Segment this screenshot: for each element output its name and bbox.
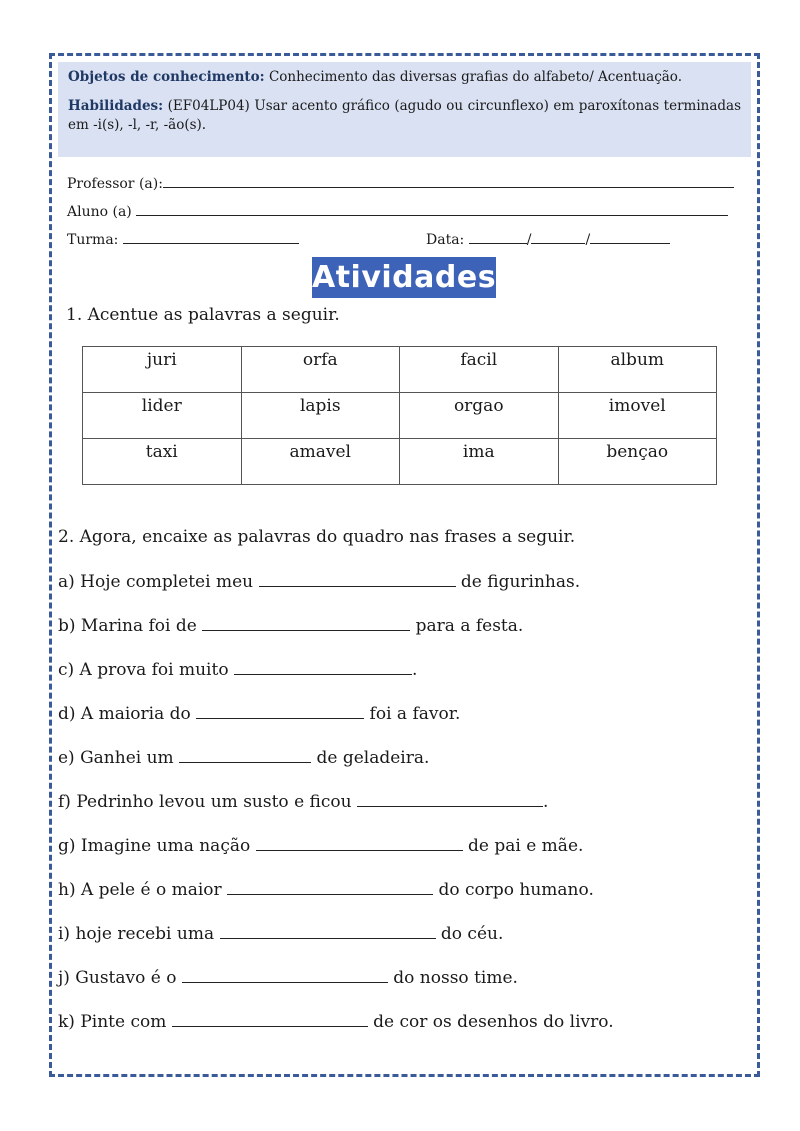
sentence-text-before: i) hoje recebi uma — [58, 924, 220, 944]
table-cell: bençao — [558, 439, 717, 485]
table-cell: lider — [83, 393, 242, 439]
aluno-field[interactable] — [67, 201, 728, 220]
table-cell: orfa — [241, 347, 400, 393]
sentence-text-after: . — [411, 660, 418, 680]
sentence-b — [58, 614, 523, 636]
table-cell: amavel — [241, 439, 400, 485]
data-year-line[interactable] — [590, 229, 670, 244]
sentence-text-after: de geladeira. — [311, 748, 430, 768]
sentence-a — [58, 570, 580, 592]
sentence-text-after: de figurinhas. — [455, 572, 581, 592]
answer-blank[interactable] — [227, 878, 433, 895]
answer-blank[interactable] — [182, 966, 388, 983]
sentence-text-after: do corpo humano. — [433, 880, 594, 900]
table-cell: facil — [400, 347, 559, 393]
answer-blank[interactable] — [179, 746, 311, 763]
table-cell: album — [558, 347, 717, 393]
sentence-text-before: b) Marina foi de — [58, 616, 203, 636]
sentence-text-before: e) Ganhei um — [58, 748, 180, 768]
table-cell: lapis — [241, 393, 400, 439]
sentence-text-after: do nosso time. — [387, 968, 518, 988]
info-box — [58, 62, 751, 157]
sentence-d — [58, 702, 460, 724]
sentence-text-after: . — [543, 792, 549, 812]
sentence-text-after: do céu. — [435, 924, 504, 944]
sentence-text-before: h) A pele é o maior — [58, 880, 228, 900]
answer-blank[interactable] — [172, 1010, 368, 1027]
table-cell: juri — [83, 347, 242, 393]
sentence-text-before: j) Gustavo é o — [58, 968, 182, 988]
aluno-label: Aluno (a) — [67, 204, 132, 220]
table-cell: taxi — [83, 439, 242, 485]
data-slash-1: / — [526, 232, 532, 248]
professor-label: Professor (a): — [67, 176, 163, 192]
sentence-f — [58, 790, 548, 812]
table-row — [83, 347, 717, 393]
professor-line[interactable] — [163, 173, 734, 188]
sentence-e — [58, 746, 429, 768]
sentence-text-before: f) Pedrinho levou um susto e ficou — [58, 792, 357, 812]
answer-blank[interactable] — [259, 570, 456, 587]
table-cell: imovel — [558, 393, 717, 439]
sentence-text-after: foi a favor. — [364, 704, 461, 724]
habilidades-line — [68, 97, 741, 135]
data-field[interactable] — [426, 229, 670, 248]
question-1: 1. Acentue as palavras a seguir. — [66, 305, 340, 325]
answer-blank[interactable] — [357, 790, 543, 807]
word-table — [82, 346, 717, 485]
habilidades-text: (EF04LP04) Usar acento gráfico (agudo ou circunflexo) em paroxítonas terminadas em -i(s), -l, -r, -ão(s). — [68, 98, 741, 133]
question-2: 2. Agora, encaixe as palavras do quadro nas frases a seguir. — [58, 527, 576, 547]
data-month-line[interactable] — [531, 229, 585, 244]
sentence-text-after: para a festa. — [410, 616, 524, 636]
answer-blank[interactable] — [256, 834, 463, 851]
habilidades-label: Habilidades: — [68, 98, 164, 114]
sentence-g — [58, 834, 583, 856]
sentence-j — [58, 966, 518, 988]
data-slash-2: / — [585, 232, 591, 248]
sentence-text-before: c) A prova foi muito — [58, 660, 234, 680]
sentence-text-before: g) Imagine uma nação — [58, 836, 256, 856]
sentence-text-after: de cor os desenhos do livro. — [367, 1012, 614, 1032]
professor-field[interactable] — [67, 173, 734, 192]
sentence-c — [58, 658, 417, 680]
answer-blank[interactable] — [196, 702, 364, 719]
data-day-line[interactable] — [469, 229, 527, 244]
sentence-i — [58, 922, 503, 944]
table-cell: orgao — [400, 393, 559, 439]
turma-label: Turma: — [67, 232, 119, 248]
table-row — [83, 393, 717, 439]
sentence-text-before: k) Pinte com — [58, 1012, 172, 1032]
objetos-label: Objetos de conhecimento: — [68, 69, 265, 85]
aluno-line[interactable] — [136, 201, 728, 216]
answer-blank[interactable] — [234, 658, 412, 675]
activities-title: Atividades — [312, 257, 496, 298]
turma-line[interactable] — [123, 229, 299, 244]
sentence-text-before: d) A maioria do — [58, 704, 197, 724]
turma-field[interactable] — [67, 229, 299, 248]
objetos-text: Conhecimento das diversas grafias do alfabeto/ Acentuação. — [264, 69, 682, 85]
answer-blank[interactable] — [220, 922, 436, 939]
answer-blank[interactable] — [202, 614, 410, 631]
data-label: Data: — [426, 232, 465, 248]
table-cell: ima — [400, 439, 559, 485]
table-row — [83, 439, 717, 485]
sentence-text-before: a) Hoje completei meu — [58, 572, 259, 592]
sentence-h — [58, 878, 594, 900]
sentence-k — [58, 1010, 614, 1032]
sentence-text-after: de pai e mãe. — [462, 836, 584, 856]
objetos-line — [68, 68, 741, 87]
